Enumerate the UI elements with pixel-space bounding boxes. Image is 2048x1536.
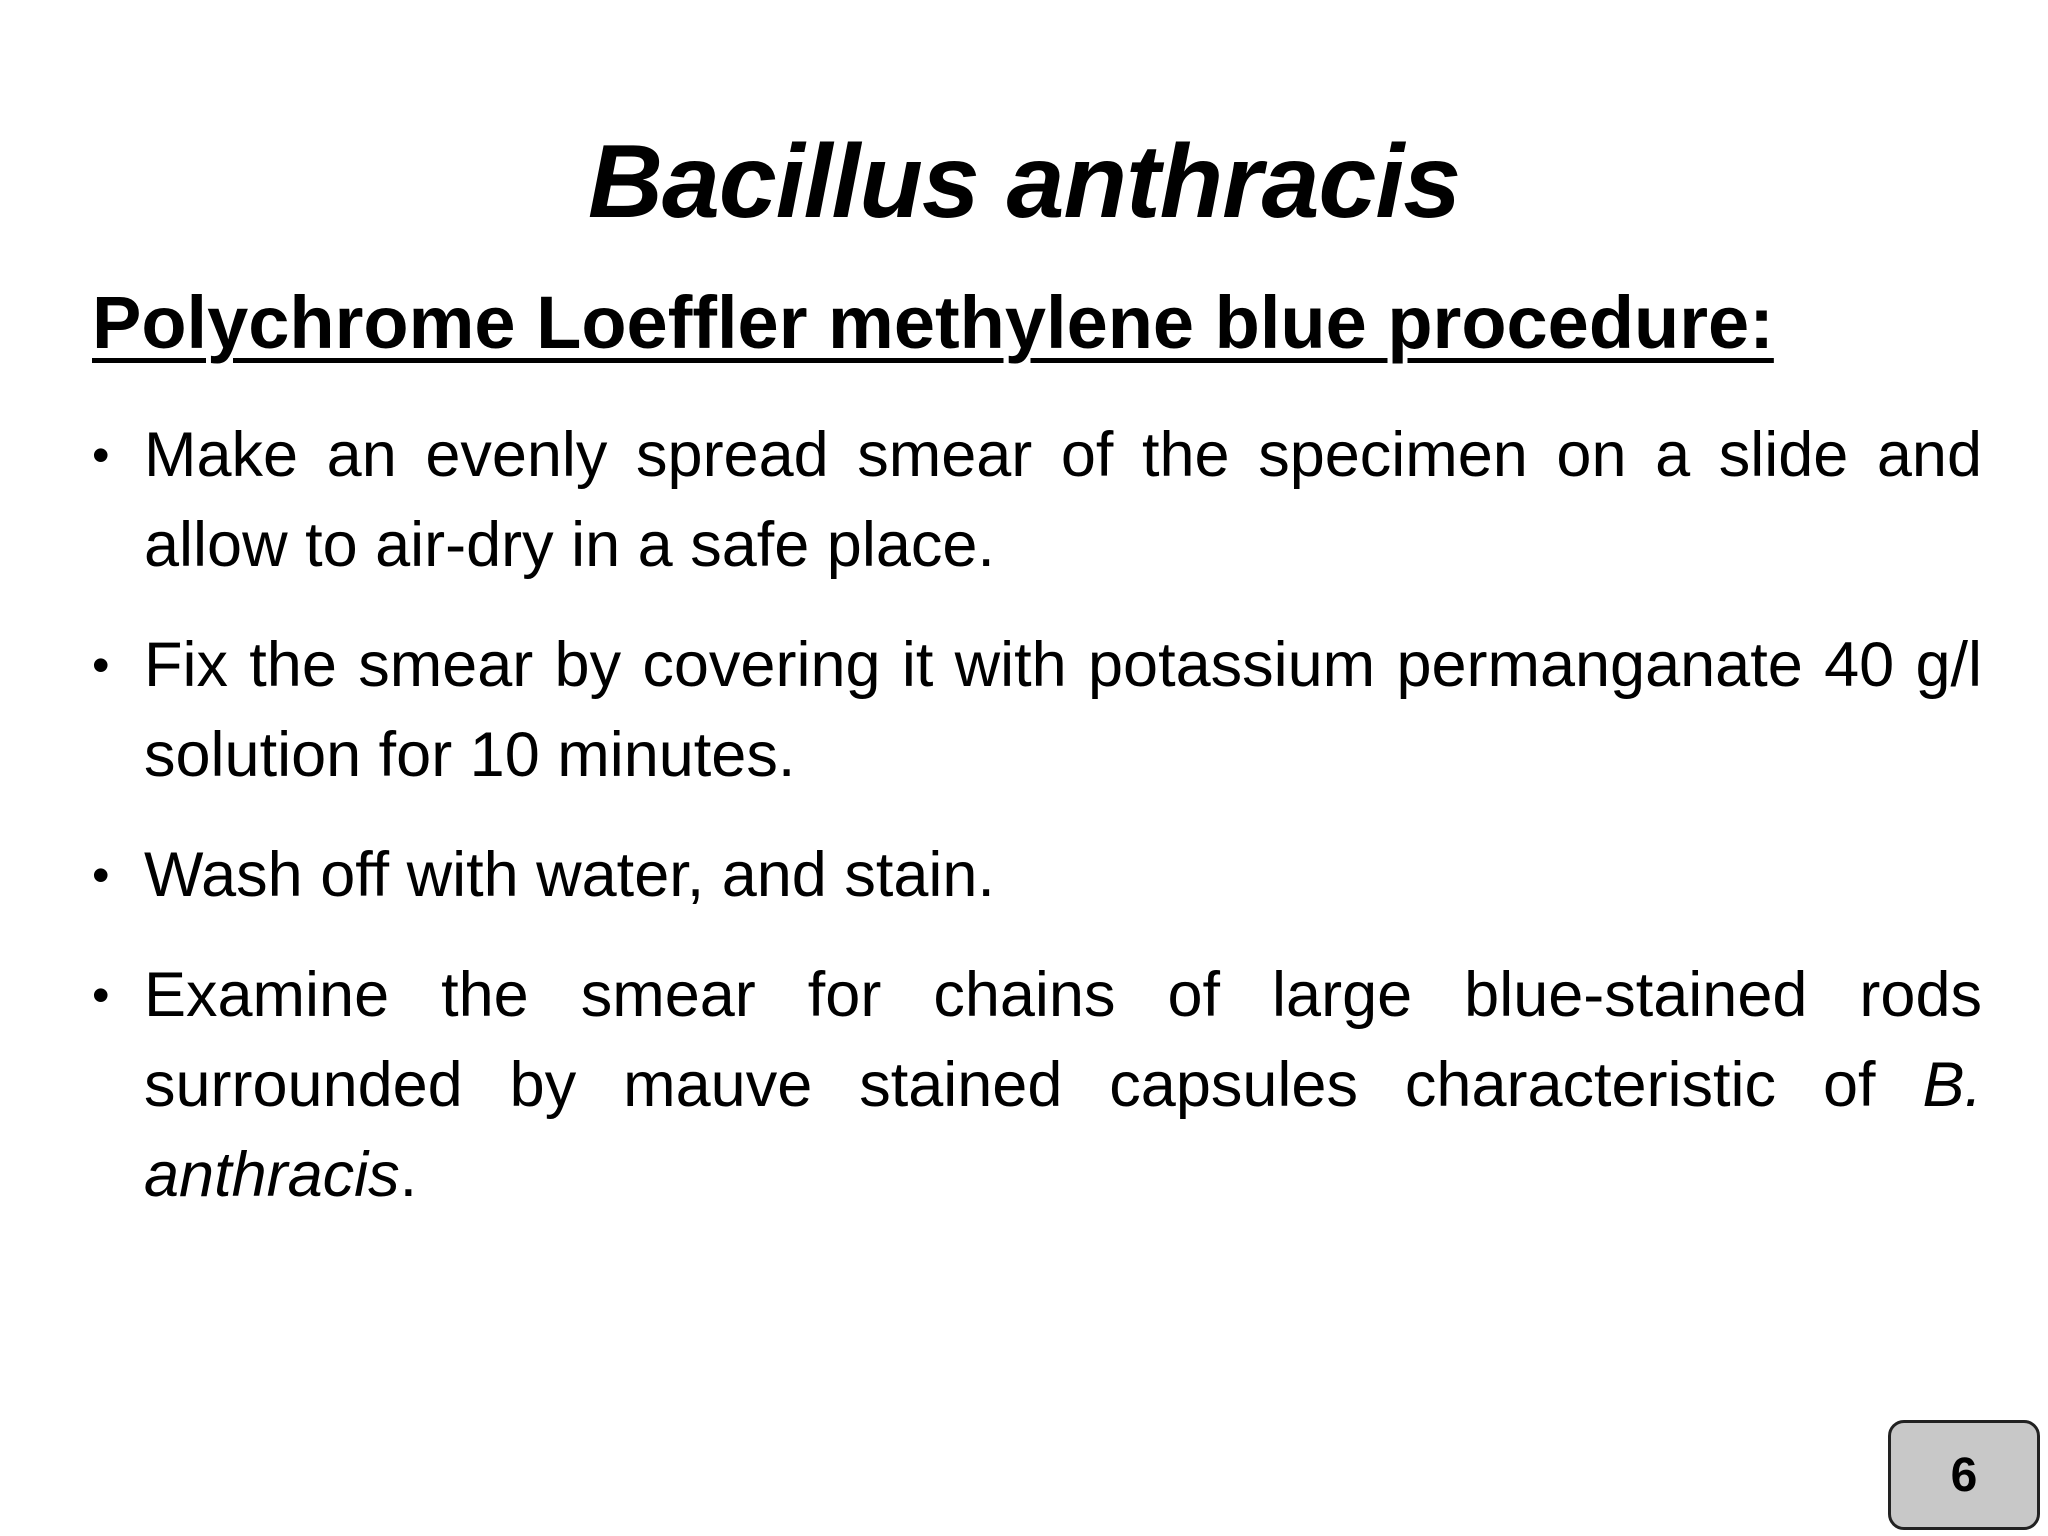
bullet-text: Wash off with water, and stain.	[144, 840, 995, 910]
bullet-item	[92, 410, 1982, 590]
bullet-item	[92, 620, 1982, 800]
bullet-item	[92, 830, 1982, 920]
bullet-marker: •	[92, 847, 110, 903]
species-name-italic: B. anthracis	[144, 1050, 1982, 1210]
bullet-marker: •	[92, 427, 110, 483]
bullet-text: Fix the smear by covering it with potassium permanganate 40 g/l solution for 10 minutes.	[144, 630, 1982, 790]
bullet-list	[92, 410, 1982, 1250]
slide-subtitle: Polychrome Loeffler methylene blue procedure:	[92, 281, 1774, 364]
slide-title: Bacillus anthracis	[587, 124, 1461, 240]
bullet-marker: •	[92, 637, 110, 693]
bullet-text-part: Examine the smear for chains of large blue-stained rods surrounded by mauve stained capsules characteristic of	[144, 960, 1982, 1120]
page-number-box	[1888, 1420, 2040, 1530]
bullet-marker: •	[92, 967, 110, 1023]
bullet-item	[92, 950, 1982, 1220]
bullet-text	[144, 960, 1982, 1210]
bullet-text-part: .	[399, 1140, 418, 1210]
page-number: 6	[1950, 1448, 1978, 1502]
bullet-text: Make an evenly spread smear of the specimen on a slide and allow to air-dry in a safe place.	[144, 420, 1982, 580]
